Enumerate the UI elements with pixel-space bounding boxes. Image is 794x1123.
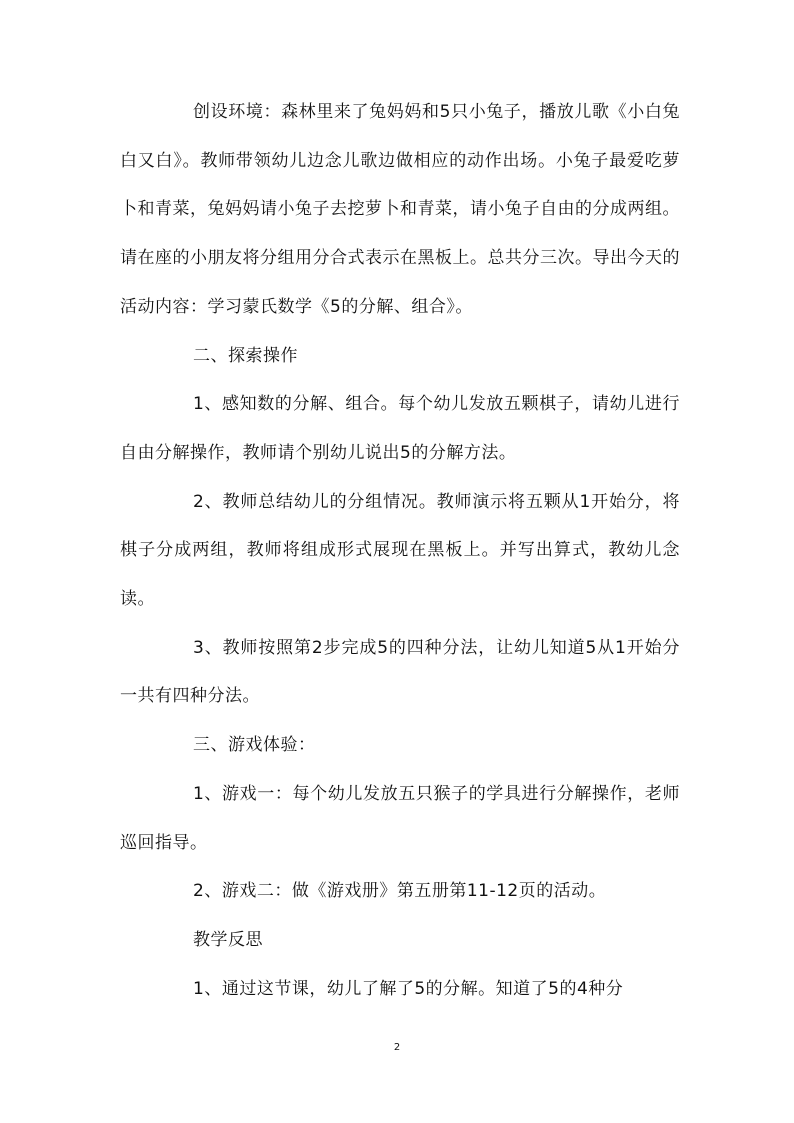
- paragraph-reflection-1: 1、通过这节课，幼儿了解了5的分解。知道了5的4种分: [193, 978, 624, 999]
- paragraph-explore-1: 1、感知数的分解、组合。每个幼儿发放五颗棋子，请幼儿进行自由分解操作，教师请个别幼儿说出5的分解方法。: [120, 394, 680, 463]
- section-heading-explore: 二、探索操作: [193, 345, 298, 366]
- paragraph-game-1: 1、游戏一：每个幼儿发放五只猴子的学具进行分解操作，老师巡回指导。: [120, 783, 680, 853]
- paragraph-game-2: 2、游戏二：做《游戏册》第五册第11-12页的活动。: [193, 881, 607, 902]
- document-body: [120, 88, 680, 1013]
- page-number: 2: [393, 1042, 401, 1053]
- paragraph-explore-3: 3、教师按照第2步完成5的四种分法，让幼儿知道5从1开始分一共有四种分法。: [120, 637, 680, 707]
- paragraph-explore-2: 2、教师总结幼儿的分组情况。教师演示将五颗从1开始分，将棋子分成两组，教师将组成形式展现在黑板上。并写出算式，教幼儿念读。: [120, 491, 680, 610]
- paragraph-intro: 创设环境：森林里来了兔妈妈和5只小兔子，播放儿歌《小白兔白又白》。教师带领幼儿边念儿歌边做相应的动作出场。小兔子最爱吃萝卜和青菜，兔妈妈请小兔子去挖萝卜和青菜，请小兔子自由的分成两组。请在座的小朋友将分组用分合式表示在黑板上。总共分三次。导出今天的活动内容：学习蒙氏数学《5的分解、组合》。: [120, 102, 680, 317]
- section-heading-game: 三、游戏体验：: [193, 735, 316, 756]
- section-heading-reflection: 教学反思: [193, 929, 263, 950]
